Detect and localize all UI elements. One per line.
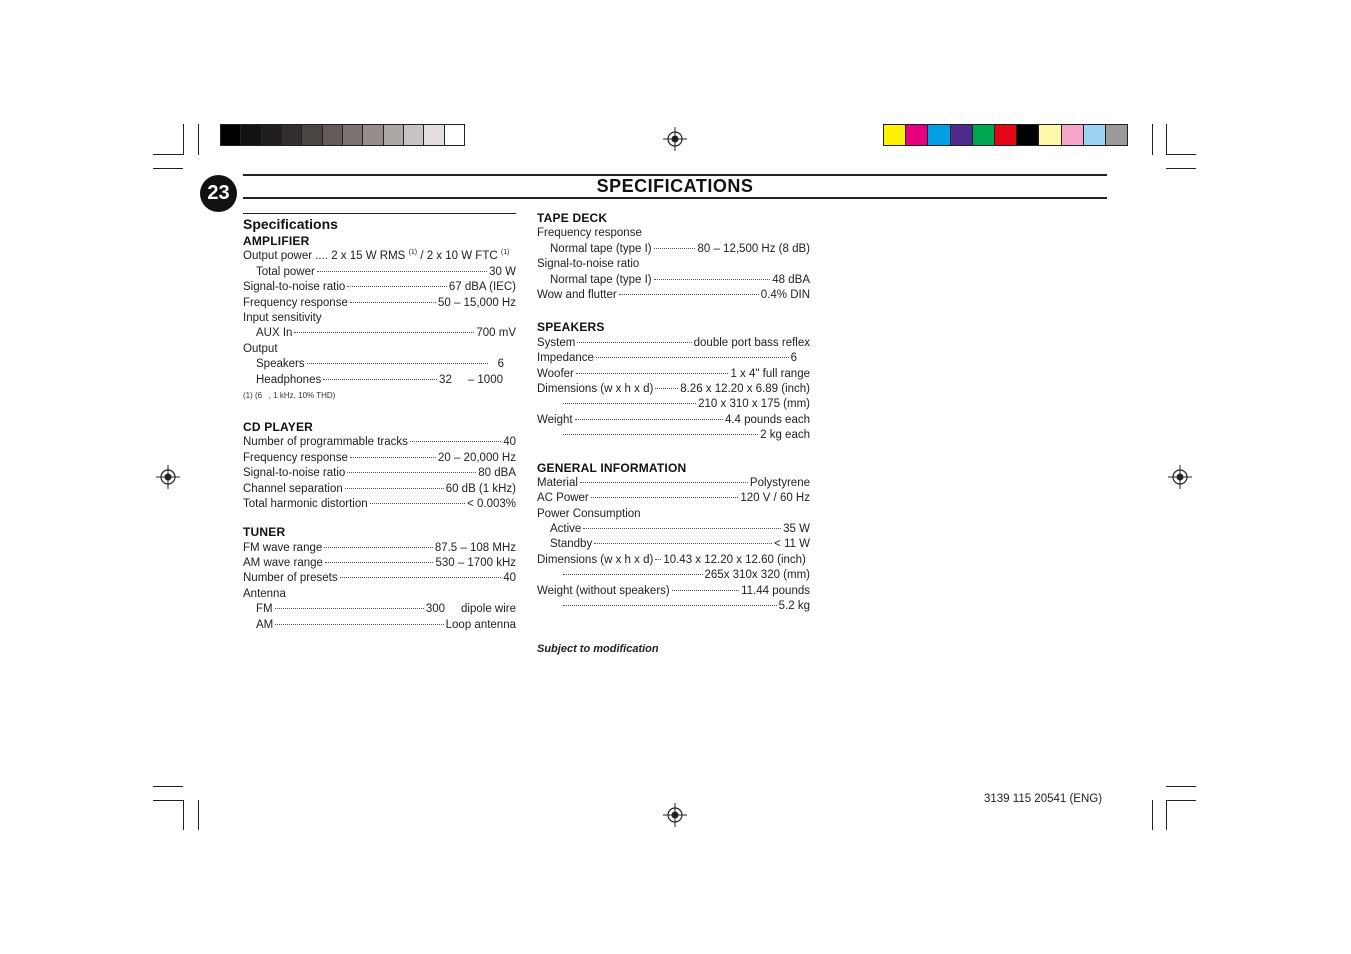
tape-deck-heading: TAPE DECK <box>537 211 608 225</box>
color-swatch <box>343 125 363 145</box>
spec-row-cd-snr: Signal-to-noise ratio 80 dBA <box>243 467 516 480</box>
spec-row-tape-normal-snr: Normal tape (type I) 48 dBA <box>550 273 810 286</box>
crop-mark <box>1166 786 1196 787</box>
spec-row-input-sensitivity: Input sensitivity <box>243 311 322 324</box>
spec-row-active: Active 35 W <box>550 523 810 536</box>
crop-mark <box>1166 800 1167 830</box>
title-rule-bottom <box>243 197 1107 199</box>
registration-mark-icon <box>663 127 687 151</box>
spec-row-unit-weight: Weight (without speakers) 11.44 pounds <box>537 584 810 597</box>
color-swatch <box>973 125 995 145</box>
color-swatch <box>445 125 464 145</box>
spec-row-total-power: Total power 30 W <box>256 265 516 278</box>
grayscale-calibration-strip <box>220 124 465 146</box>
color-swatch <box>906 125 928 145</box>
color-swatch <box>884 125 906 145</box>
spec-row-tracks: Number of programmable tracks 40 <box>243 436 516 449</box>
color-swatch <box>241 125 261 145</box>
crop-mark <box>1166 124 1167 155</box>
spec-row-frequency: Frequency response 50 – 15,000 Hz <box>243 296 516 309</box>
color-swatch <box>323 125 343 145</box>
spec-row-snr: Signal-to-noise ratio 67 dBA (IEC) <box>243 281 516 294</box>
spec-row-fm-range: FM wave range 87.5 – 108 MHz <box>243 541 516 554</box>
spec-row-material: Material Polystyrene <box>537 476 810 489</box>
crop-mark <box>198 124 199 155</box>
color-swatch <box>1039 125 1061 145</box>
general-information-heading: GENERAL INFORMATION <box>537 460 687 475</box>
spec-row-speaker-dimensions: Dimensions (w x h x d) 8.26 x 12.20 x 6.89 (inch) <box>537 382 810 395</box>
spec-row-tape-frequency: Frequency response <box>537 227 642 240</box>
page-title: SPECIFICATIONS <box>596 176 754 196</box>
crop-mark <box>198 800 199 830</box>
crop-mark <box>153 168 183 169</box>
spec-row-standby: Standby < 11 W <box>550 538 810 551</box>
color-swatch <box>262 125 282 145</box>
spec-row-headphones: Headphones 32 – 1000 <box>256 373 503 386</box>
spec-row-ac-power: AC Power 120 V / 60 Hz <box>537 492 810 505</box>
spec-row-tape-snr: Signal-to-noise ratio <box>537 258 640 271</box>
tuner-heading: TUNER <box>243 525 286 540</box>
registration-mark-icon <box>156 465 180 489</box>
amplifier-footnote: (1) (6 , 1 kHz, 10% THD) <box>243 390 336 400</box>
crop-mark <box>1152 124 1153 155</box>
spec-row-am-range: AM wave range 530 – 1700 kHz <box>243 557 516 570</box>
cd-player-heading: CD PLAYER <box>243 419 314 434</box>
color-calibration-strip <box>883 124 1128 146</box>
color-swatch <box>1084 125 1106 145</box>
document-code: 3139 115 20541 (ENG) <box>984 793 1103 805</box>
subject-to-modification-note: Subject to modification <box>537 643 659 655</box>
color-swatch <box>384 125 404 145</box>
spec-row-output: Output <box>243 342 278 355</box>
registration-mark-icon <box>1168 465 1192 489</box>
amplifier-heading: AMPLIFIER <box>243 234 310 248</box>
spec-row-unit-dimensions: Dimensions (w x h x d) 10.43 x 12.20 x 12.60 (inch) <box>537 553 806 566</box>
spec-row-speaker-weight-kg: 2 kg each <box>537 428 810 443</box>
spec-row-antenna-am: AM Loop antenna <box>256 618 516 631</box>
spec-row-speakers: Speakers 6 <box>256 358 504 371</box>
crop-mark <box>153 154 183 155</box>
spec-row-unit-weight-kg: 5.2 kg <box>537 599 810 614</box>
crop-mark <box>153 786 183 787</box>
color-swatch <box>424 125 444 145</box>
spec-row-unit-dimensions-mm: 265x 310x 320 (mm) <box>537 568 810 583</box>
specifications-heading: Specifications <box>243 213 516 234</box>
crop-mark <box>183 124 184 155</box>
crop-mark <box>1166 154 1196 155</box>
color-swatch <box>404 125 424 145</box>
color-swatch <box>282 125 302 145</box>
left-column <box>243 213 516 633</box>
speakers-heading: SPEAKERS <box>537 320 605 335</box>
spec-row-thd: Total harmonic distortion < 0.003% <box>243 497 516 510</box>
right-column <box>537 211 810 614</box>
spec-row-output-power: Output power .... 2 x 15 W RMS $^{(1)}$ / 2 x 10 W FTC $^{(1)}$ <box>243 249 510 263</box>
spec-row-antenna: Antenna <box>243 587 286 600</box>
spec-row-speaker-dimensions-mm: 210 x 310 x 175 (mm) <box>537 397 810 412</box>
spec-row-antenna-fm: FM 300 dipole wire <box>256 603 516 616</box>
color-swatch <box>1017 125 1039 145</box>
color-swatch <box>928 125 950 145</box>
color-swatch <box>221 125 241 145</box>
color-swatch <box>1062 125 1084 145</box>
spec-row-wow-flutter: Wow and flutter 0.4% DIN <box>537 288 810 301</box>
color-swatch <box>951 125 973 145</box>
crop-mark <box>1152 800 1153 830</box>
color-swatch <box>302 125 322 145</box>
spec-row-presets: Number of presets 40 <box>243 572 516 585</box>
color-swatch <box>363 125 383 145</box>
spec-row-system: System double port bass reflex <box>537 336 810 349</box>
spec-row-impedance: Impedance 6 <box>537 352 797 365</box>
spec-row-power-consumption: Power Consumption <box>537 507 641 520</box>
crop-mark <box>1166 168 1196 169</box>
spec-row-aux: AUX In 700 mV <box>256 327 516 340</box>
crop-mark <box>183 800 184 830</box>
page-number-badge: 23 <box>200 175 237 212</box>
spec-row-channel-separation: Channel separation 60 dB (1 kHz) <box>243 482 516 495</box>
crop-mark <box>153 800 183 801</box>
spec-row-woofer: Woofer 1 x 4" full range <box>537 367 810 380</box>
color-swatch <box>995 125 1017 145</box>
crop-mark <box>1166 800 1196 801</box>
color-swatch <box>1106 125 1127 145</box>
spec-row-tape-normal-freq: Normal tape (type I) 80 – 12,500 Hz (8 dB) <box>550 242 810 255</box>
registration-mark-icon <box>663 803 687 827</box>
spec-row-speaker-weight: Weight 4.4 pounds each <box>537 413 810 426</box>
spec-row-cd-frequency: Frequency response 20 – 20,000 Hz <box>243 451 516 464</box>
